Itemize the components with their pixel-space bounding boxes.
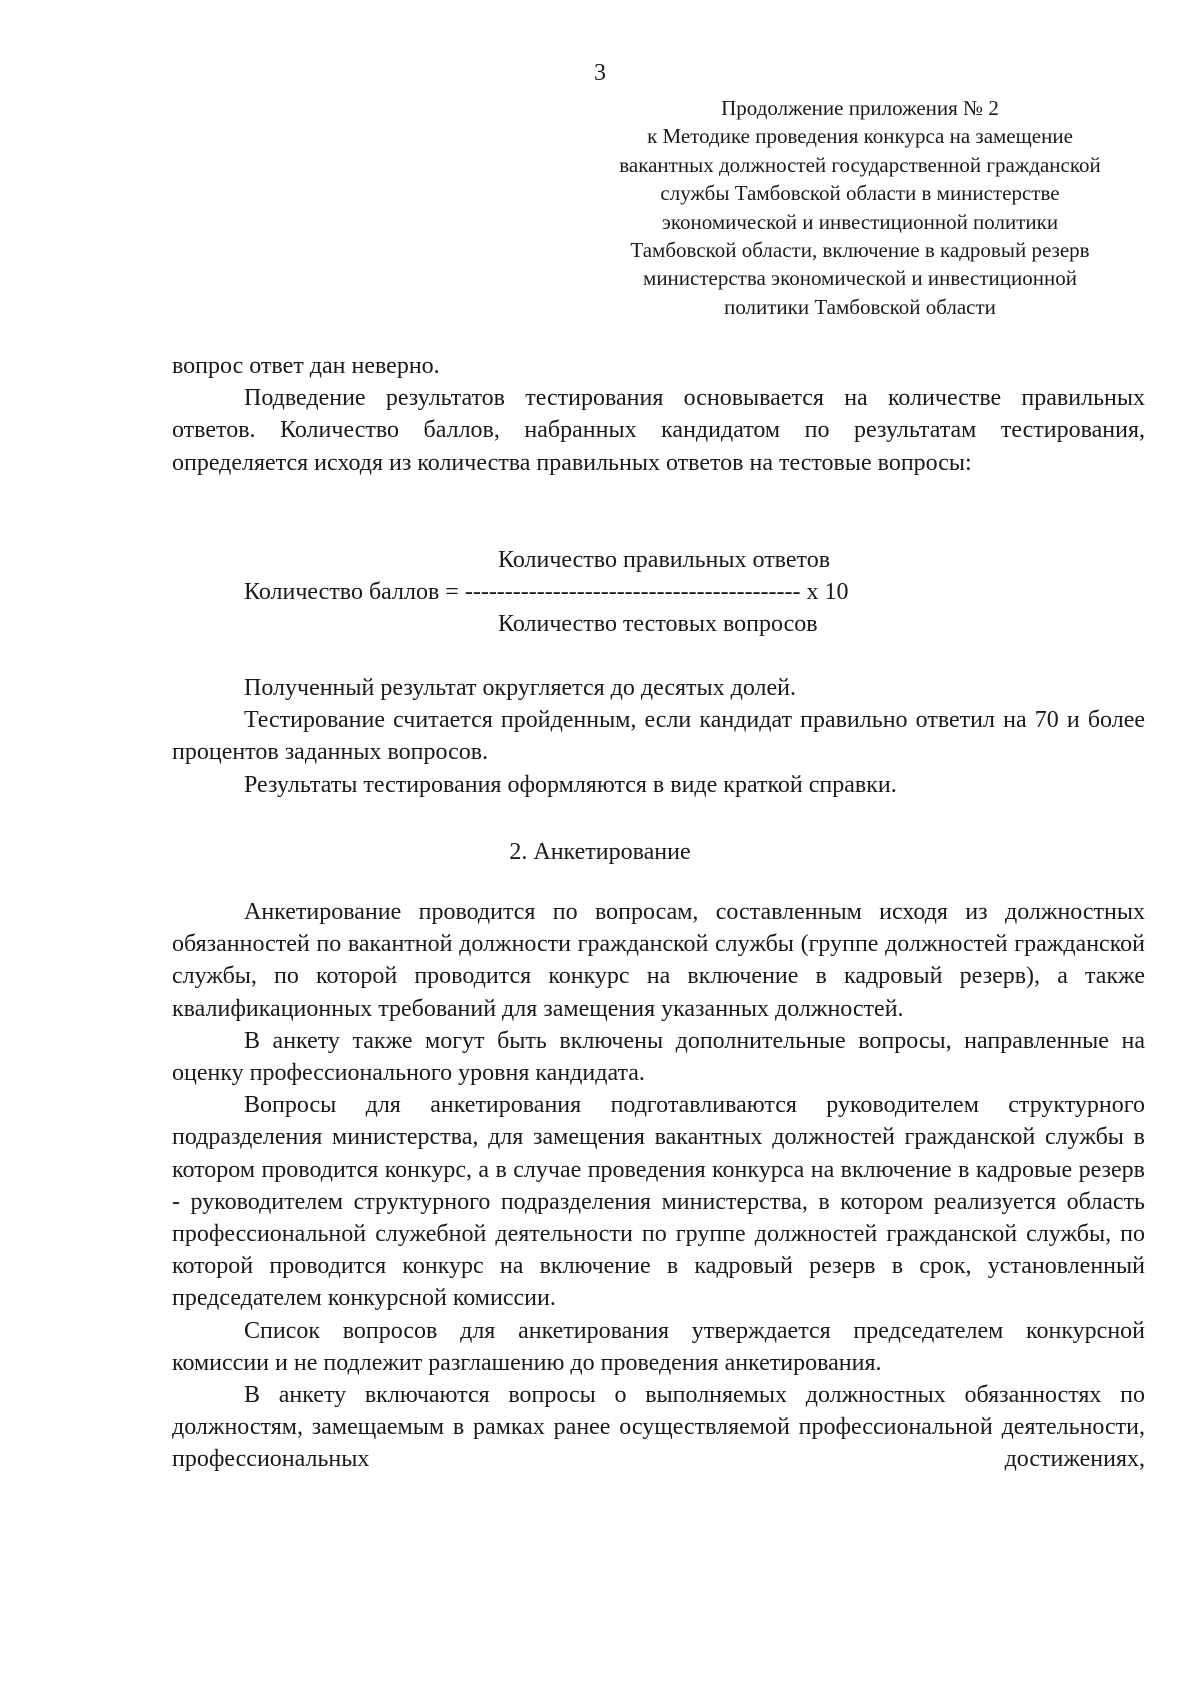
header-line: службы Тамбовской области в министерстве xyxy=(660,181,1060,206)
page-number: 3 xyxy=(594,60,606,86)
formula-line: Количество баллов = ------------------------------------------ х 10 xyxy=(244,579,849,605)
header-line: экономической и инвестиционной политики xyxy=(661,209,1059,234)
formula-denominator: Количество тестовых вопросов xyxy=(498,611,818,637)
header-line: министерства экономической и инвестиционной xyxy=(643,266,1077,291)
header-line: Продолжение приложения № 2 xyxy=(721,96,999,120)
paragraph: Подведение результатов тестирования основывается на количестве правильных ответов. Количество баллов, набранных кандидатом по результатам тестирования, определяется исходя из количества правильных ответов на тестовые вопросы: xyxy=(172,385,1145,476)
paragraph: Список вопросов для анкетирования утверждается председателем конкурсной комиссии и не подлежит разглашению до проведения анкетирования. xyxy=(172,1317,1145,1376)
paragraph: В анкету включаются вопросы о выполняемых должностных обязанностях по должностям, замещаемым в рамках ранее осуществляемой профессиональной деятельности, профессиональных достижениях, xyxy=(172,1382,1145,1473)
header-line: к Методике проведения конкурса на замещение xyxy=(647,124,1073,149)
paragraph: В анкету также могут быть включены дополнительные вопросы, направленные на оценку профессионального уровня кандидата. xyxy=(172,1027,1145,1087)
header-line: политики Тамбовской области xyxy=(724,294,996,319)
paragraph: Полученный результат округляется до десятых долей. xyxy=(244,675,796,701)
section-title: 2. Анкетирование xyxy=(509,839,691,865)
paragraph: Тестирование считается пройденным, если кандидат правильно ответил на 70 и более процентов заданных вопросов. xyxy=(172,707,1145,766)
paragraph: Вопросы для анкетирования подготавливаются руководителем структурного подразделения министерства, для замещения вакантных должностей гражданской службы в котором проводится конкурс, а в случае проведения конкурса на включение в кадровые резерв - руководителем структурного подразделения министерства, в котором реализуется область профессиональной служебной деятельности по группе должностей гражданской службы, по которой проводится конкурс на включение в кадровый резерв в срок, установленный председателем конкурсной комиссии. xyxy=(172,1092,1145,1312)
formula-numerator: Количество правильных ответов xyxy=(498,547,831,573)
header-line: вакантных должностей государственной гражданской xyxy=(619,152,1101,177)
appendix-header xyxy=(575,94,1145,321)
paragraph: вопрос ответ дан неверно. xyxy=(172,353,440,379)
text-block-questionnaire xyxy=(172,896,1145,1476)
paragraph: Результаты тестирования оформляются в виде краткой справки. xyxy=(244,771,897,798)
header-line: Тамбовской области, включение в кадровый резерв xyxy=(630,238,1090,263)
paragraph: Анкетирование проводится по вопросам, составленным исходя из должностных обязанностей по вакантной должности гражданской службы (группе должностей гражданской службы, по которой проводится конкурс на включение в кадровый резерв), а также квалификационных требований для замещения указанных должностей. xyxy=(172,899,1145,1022)
text-block-testing xyxy=(172,350,1145,479)
text-block-results xyxy=(172,672,1145,801)
